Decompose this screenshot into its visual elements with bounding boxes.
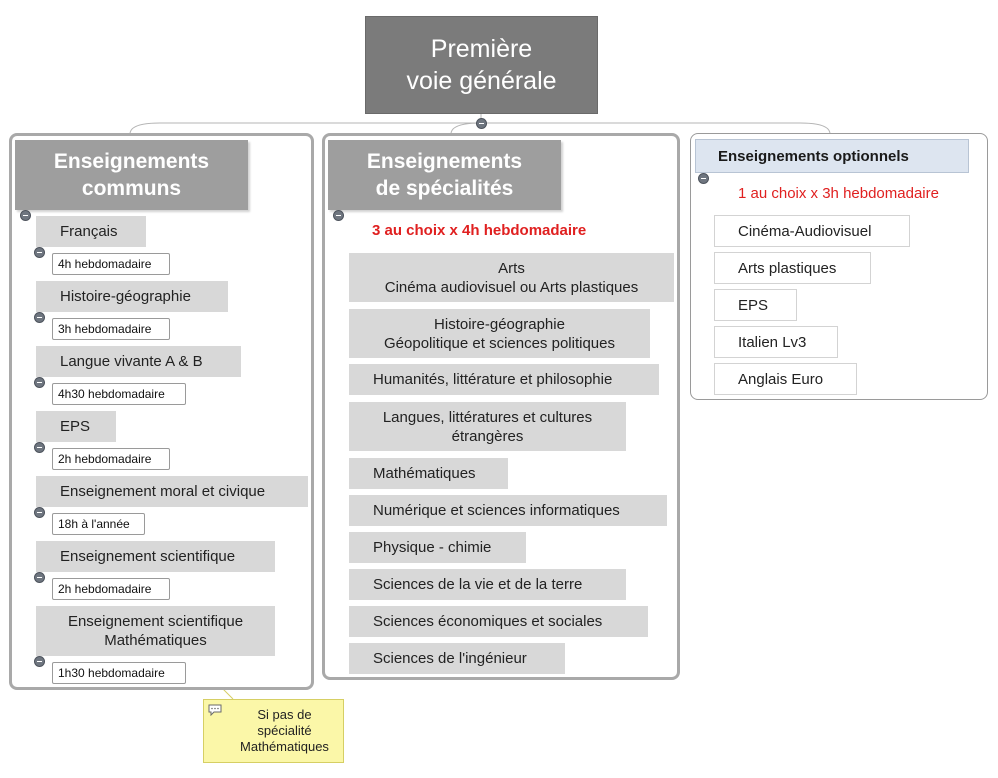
specialite-item[interactable]: [349, 458, 508, 489]
collapse-icon[interactable]: [34, 656, 45, 667]
specialites-title[interactable]: [328, 140, 561, 210]
note-callout[interactable]: [203, 699, 344, 763]
collapse-icon[interactable]: [34, 377, 45, 388]
specialite-item[interactable]: [349, 364, 659, 395]
specialite-label: Numérique et sciences informatiques: [373, 502, 620, 519]
optionnel-label: Cinéma-Audiovisuel: [738, 222, 872, 240]
specialite-item[interactable]: [349, 606, 648, 637]
communs-item[interactable]: [36, 281, 228, 312]
collapse-icon[interactable]: [34, 572, 45, 583]
hours-badge: [52, 448, 170, 470]
communs-title-text: Enseignements communs: [53, 150, 210, 200]
optionnel-item[interactable]: [714, 215, 910, 247]
specialite-label: Sciences de l'ingénieur: [373, 650, 527, 667]
hours-badge: [52, 383, 186, 405]
collapse-icon[interactable]: [698, 173, 709, 184]
optionnel-label: EPS: [738, 296, 769, 314]
communs-item[interactable]: [36, 476, 308, 507]
comment-icon: [208, 704, 222, 716]
specialite-label: Sciences de la vie et de la terre: [373, 576, 583, 593]
communs-title[interactable]: [15, 140, 248, 210]
communs-item[interactable]: [36, 411, 116, 442]
hours-text: 1h30 hebdomadaire: [58, 666, 165, 680]
specialite-item[interactable]: [349, 402, 626, 451]
communs-item-label: Histoire-géographie: [60, 288, 191, 305]
hours-text: 2h hebdomadaire: [58, 582, 152, 596]
collapse-icon[interactable]: [34, 312, 45, 323]
communs-item[interactable]: [36, 346, 241, 377]
optionnels-title[interactable]: [695, 139, 969, 173]
collapse-icon[interactable]: [333, 210, 344, 221]
optionnel-item[interactable]: [714, 363, 857, 395]
optionnels-title-text: Enseignements optionnels: [718, 147, 909, 165]
note-text: Si pas de spécialité Mathématiques: [240, 707, 329, 754]
communs-item-label: Enseignement moral et civique: [60, 483, 266, 500]
specialite-label: Histoire-géographie Géopolitique et sciences politiques: [384, 315, 615, 352]
root-title: Première voie générale: [406, 35, 557, 95]
communs-item-label: EPS: [60, 418, 91, 435]
specialite-label: Arts Cinéma audiovisuel ou Arts plastiques: [384, 259, 639, 296]
root-topic[interactable]: [365, 16, 598, 114]
collapse-icon[interactable]: [34, 247, 45, 258]
specialite-label: Mathématiques: [373, 465, 476, 482]
communs-item[interactable]: [36, 606, 275, 656]
communs-item-label: Enseignement scientifique Mathématiques: [67, 613, 244, 649]
optionnels-choice: 1 au choix x 3h hebdomadaire: [738, 185, 939, 202]
optionnel-item[interactable]: [714, 326, 838, 358]
specialite-label: Humanités, littérature et philosophie: [373, 371, 613, 388]
optionnel-item[interactable]: [714, 289, 797, 321]
hours-badge: [52, 578, 170, 600]
optionnel-label: Arts plastiques: [738, 259, 837, 277]
hours-text: 4h30 hebdomadaire: [58, 387, 165, 401]
specialites-title-text: Enseignements de spécialités: [366, 150, 523, 200]
specialite-item[interactable]: [349, 253, 674, 302]
collapse-icon[interactable]: [34, 442, 45, 453]
hours-text: 4h hebdomadaire: [58, 257, 152, 271]
collapse-icon[interactable]: [34, 507, 45, 518]
collapse-icon[interactable]: [476, 118, 487, 129]
collapse-icon[interactable]: [20, 210, 31, 221]
specialite-label: Langues, littératures et cultures étrangères: [382, 408, 593, 445]
optionnel-label: Italien Lv3: [738, 333, 807, 351]
hours-badge: [52, 253, 170, 275]
communs-item-label: Français: [60, 223, 118, 240]
communs-item[interactable]: [36, 216, 146, 247]
specialite-item[interactable]: [349, 569, 626, 600]
specialite-item[interactable]: [349, 532, 526, 563]
hours-text: 2h hebdomadaire: [58, 452, 152, 466]
communs-item-label: Enseignement scientifique: [60, 548, 236, 565]
specialite-item[interactable]: [349, 309, 650, 358]
hours-text: 3h hebdomadaire: [58, 322, 152, 336]
optionnel-label: Anglais Euro: [738, 370, 824, 388]
specialites-choice: 3 au choix x 4h hebdomadaire: [372, 222, 587, 239]
communs-item-label: Langue vivante A & B: [60, 353, 203, 370]
optionnel-item[interactable]: [714, 252, 871, 284]
hours-badge: [52, 662, 186, 684]
hours-badge: [52, 513, 145, 535]
hours-badge: [52, 318, 170, 340]
hours-text: 18h à l'année: [58, 517, 130, 531]
communs-item[interactable]: [36, 541, 275, 572]
specialite-label: Physique - chimie: [373, 539, 492, 556]
specialite-item[interactable]: [349, 495, 667, 526]
specialite-label: Sciences économiques et sociales: [373, 613, 603, 630]
specialite-item[interactable]: [349, 643, 565, 674]
